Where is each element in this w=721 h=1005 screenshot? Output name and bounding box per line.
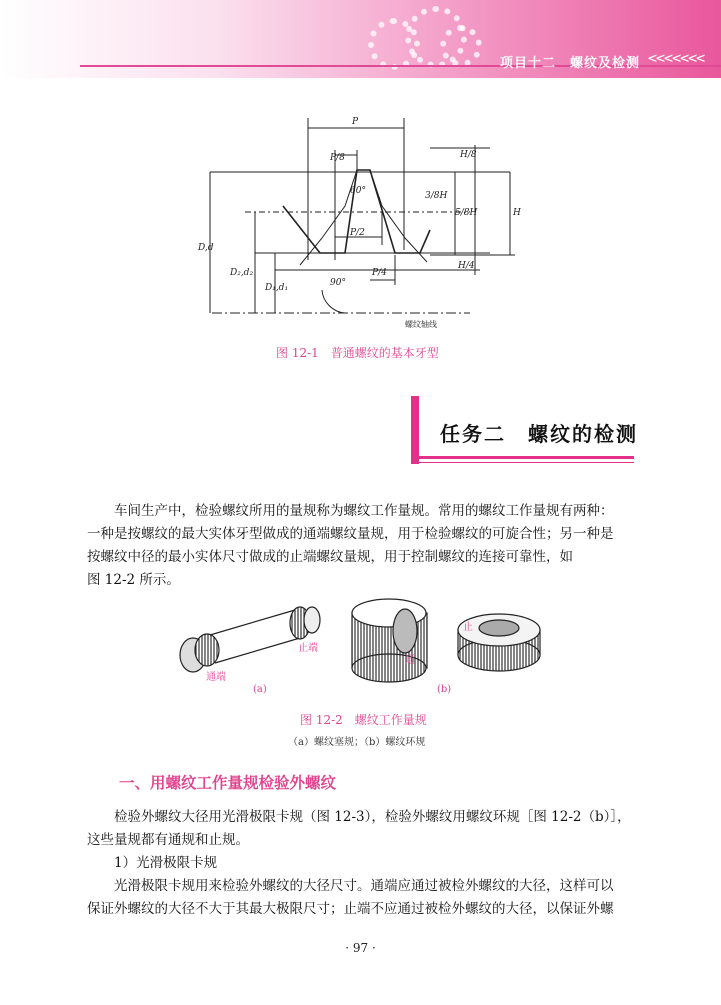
sub-label-a: (a) <box>253 684 267 695</box>
label-d2: D₂,d₂ <box>230 268 254 278</box>
task-rule <box>411 456 634 459</box>
subheading: 1）光滑极限卡规 <box>114 855 218 871</box>
label-90: 90° <box>330 278 346 288</box>
plug-gauge <box>180 607 320 672</box>
text-line: 一种是按螺纹的最大实体牙型做成的通端螺纹量规，用于检验螺纹的可旋合性；另一种是 <box>87 526 614 542</box>
label-p8: P/8 <box>330 153 345 163</box>
chapter-title: 项目十二 螺纹及检测 <box>500 56 641 71</box>
chevron-decoration-icon: <<<<<<< <box>648 49 705 67</box>
text-line: 这些量规都有通规和止规。 <box>87 832 249 848</box>
text-line: 保证外螺纹的大径不大于其最大极限尺寸；止端不应通过被检外螺纹的大径，以保证外螺 <box>87 901 614 917</box>
label-60: 60° <box>350 186 366 196</box>
text-line: 按螺纹中径的最小实体尺寸做成的止端螺纹量规，用于控制螺纹的连接可靠性，如 <box>87 549 573 565</box>
go-ring-label: 通 <box>405 655 415 666</box>
label-axis: 螺纹轴线 <box>405 320 437 329</box>
figure-caption: 图 12-1 普通螺纹的基本牙型 <box>276 346 439 360</box>
label-h4: H/4 <box>458 261 475 271</box>
section-paragraph <box>87 806 635 921</box>
label-d1: D₁,d₁ <box>265 283 289 293</box>
stop-ring-label: 止 <box>463 622 473 633</box>
label-p4: P/4 <box>372 268 387 278</box>
text-line: 光滑极限卡规用来检验外螺纹的大径尺寸。通端应通过被检外螺纹的大径，这样可以 <box>114 878 614 894</box>
text-line: 车间生产中，检验螺纹所用的量规称为螺纹工作量规。常用的螺纹工作量规有两种： <box>114 503 614 519</box>
label-h: H <box>513 208 521 218</box>
task-accent-bar <box>411 396 419 464</box>
text-line: 图 12-2 所示。 <box>87 572 180 588</box>
task-title: 任务二 螺纹的检测 <box>440 422 638 446</box>
intro-paragraph <box>87 500 635 592</box>
go-end-label: 通端 <box>206 672 226 683</box>
stop-end-label: 止端 <box>298 643 318 654</box>
label-h8: H/8 <box>460 150 477 160</box>
thread-gauge-illustration <box>0 595 721 705</box>
thread-profile-diagram <box>0 0 721 340</box>
text-line: 检验外螺纹大径用光滑极限卡规（图 12-3），检验外螺纹用螺纹环规［图 12-2（b）］， <box>114 809 631 825</box>
label-38h: 3/8H <box>425 191 448 201</box>
figure-caption: 图 12-2 螺纹工作量规 <box>300 713 427 727</box>
label-p: P <box>352 117 359 127</box>
task-rule-thin <box>411 462 634 463</box>
section-heading: 一、用螺纹工作量规检验外螺纹 <box>119 774 337 792</box>
label-p2: P/2 <box>350 228 365 238</box>
sub-label-b: (b) <box>437 684 452 695</box>
go-ring-gauge <box>352 599 427 682</box>
page-number: · 97 · <box>345 941 376 955</box>
figure-subcaption: （a）螺纹塞规；（b）螺纹环规 <box>288 737 426 748</box>
label-58h: 5/8H <box>455 208 478 218</box>
label-dd: D,d <box>198 243 214 253</box>
